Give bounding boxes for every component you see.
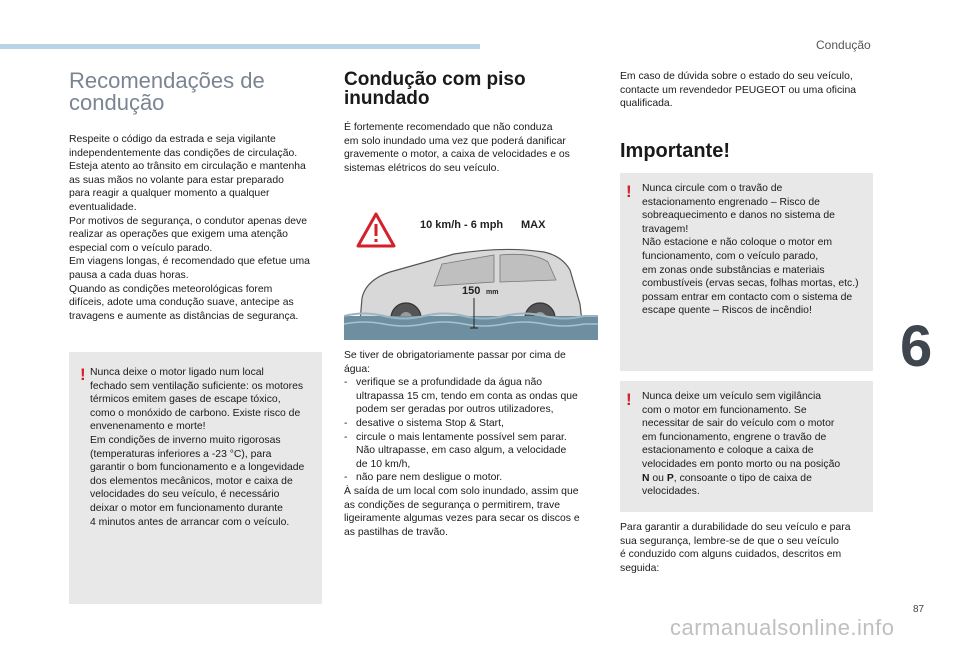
flooded-road-figure [344,206,598,340]
warning-box-engine-exhaust: ! Nunca deixe o motor ligado num local fechado sem ventilação suficiente: os motores térmicos emitem gases de escape tóxico, como o monóxido de carbono. Existe risco de envenenamento e morte! Em condições de inverno muito rigorosas (temperaturas inferiores a -23 °C), para garantir o bom funcionamento e a longevidade dos elementos mecânicos, motor e caixa de velocidades do seu veículo, é necessário deixar o motor em funcionamento durante 4 minutos antes de arrancar com o veículo. [69,352,322,604]
durability-note: Para garantir a durabilidade do seu veículo e para sua segurança, lembre-se de que o seu veículo é conduzido com alguns cuidados, descritos em seguida: [620,522,851,574]
list-item: - circule o mais lentamente possível sem parar. Não ultrapasse, em caso algum, a velocidade de 10 km/h, [344,431,604,472]
list-item: - não pare nem desligue o motor. [344,471,604,485]
column-flooded-road [344,70,604,175]
heading-important: Importante! [620,140,730,162]
page-number: 87 [913,604,925,615]
depth-unit-label: mm [486,289,499,296]
speed-limit-label: 10 km/h - 6 mph [420,219,504,231]
warning-icon: ! [626,390,632,409]
flooded-intro: É fortemente recomendado que não conduza em solo inundado uma vez que poderá danificar gravemente o motor, a caixa de velocidades e os sistemas elétricos do seu veículo. [344,122,570,174]
section-title: Condução [816,38,871,52]
warning-box-unattended-vehicle: ! Nunca deixe um veículo sem vigilância com o motor em funcionamento. Se necessitar de sair do veículo com o motor em funcionamento, engrene o travão de estacionamento e coloque a caixa de velocidades em ponto morto ou na posição N ou P, consoante o tipo de caixa de velocidades. [620,381,873,512]
column-important: Em caso de dúvida sobre o estado do seu veículo, contacte um revendedor PEUGEOT ou uma oficina qualificada. [620,71,857,110]
watermark: carmanualsonline.info [670,615,895,640]
warning-icon: ! [626,182,632,201]
recommendations-body: Respeite o código da estrada e seja vigilante independentemente das condições de circulação. Esteja atento ao trânsito em circulação e mantenha as suas mãos no volante para estar preparado para reagir a qualquer momento a qualquer eventualidade. Por motivos de segurança, o condutor apenas deve realizar as operações que exigem uma atenção especial com o veículo parado. Em viagens longas, é recomendado que efetue uma pausa a cada duas horas. Quando as condições meteorológicas forem difíceis, adote uma condução suave, antecipe as travagens e aumente as distâncias de segurança. [69,134,310,322]
depth-value-label: 150 [462,285,481,297]
warning-box-parking-brake: ! Nunca circule com o travão de estacionamento engrenado – Risco de sobreaquecimento e danos no sistema de travagem! Não estacione e não coloque o motor em funcionamento, com o veículo parado, em zonas onde substâncias e materiais combustíveis (ervas secas, folhas mortas, etc.) possam entrar em contacto com o sistema de escape quente – Riscos de incêndio! [620,173,873,371]
car-in-water-illustration [344,206,598,340]
heading-recommendations: Recomendações de condução [69,68,265,115]
column-driving-recommendations [69,70,329,323]
flooded-instructions-list [344,376,604,485]
heading-flooded-road: Condução com piso inundado [344,69,526,109]
header-accent-bar [0,44,480,49]
warning-icon: ! [80,365,86,384]
list-item: - verifique se a profundidade da água não ultrapassa 15 cm, tendo em conta as ondas que podem ser geradas por outros utilizadores, [344,376,604,417]
chapter-number: 6 [900,314,933,379]
flooded-instructions: Se tiver de obrigatoriamente passar por cima de água: - verifique se a profundidade da água não ultrapassa 15 cm, tendo em conta as ondas que podem ser geradas por outros utilizadores, - desative o sistema Stop & Start, - circule o mais lentamente possível sem parar. Não ultrapasse, em caso algum, a velocidade de 10 km/h, - não pare nem desligue o motor. À saída de um local com solo inundado, assim que as condições de segurança o permitirem, trave ligeiramente algumas vezes para secar os discos e as pastilhas de travão. [344,349,604,539]
list-item: - desative o sistema Stop & Start, [344,417,604,431]
max-label: MAX [521,219,546,231]
